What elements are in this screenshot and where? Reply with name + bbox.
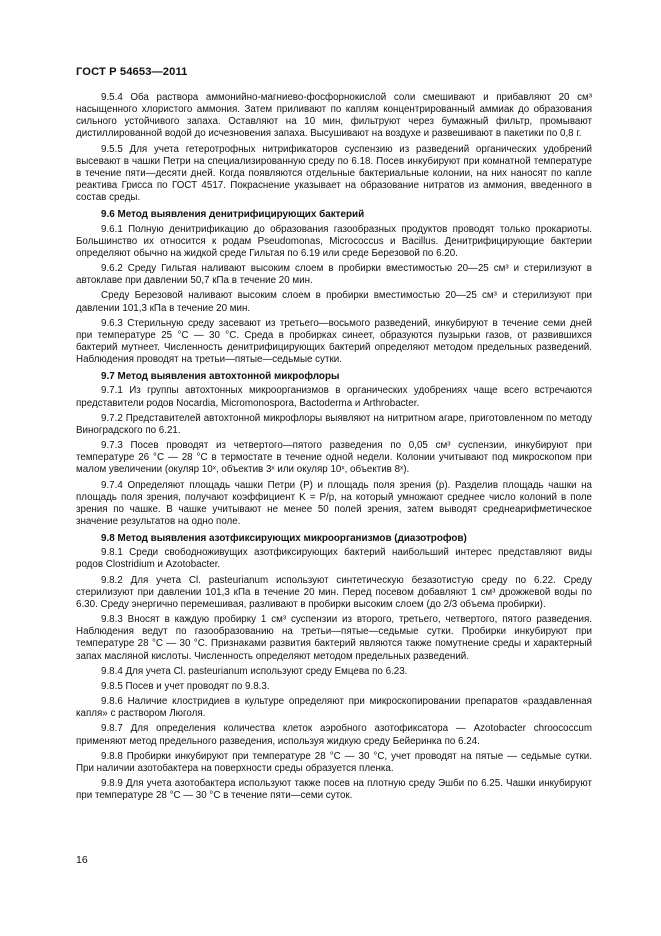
section-heading-9-7: 9.7 Метод выявления автохтонной микрофлоры — [101, 371, 340, 383]
paragraph-9-8-3: 9.8.3 Вносят в каждую пробирку 1 см³ суспензии из второго, третьего, четвертого, пятого разведения. Наблюдения ведут по газообразованию на третьи—пятые—седьмые сутки. Пробирки инкубируют при температуре 28 °С — 30 °С. Признаками развития бактерий являются также помутнение среды и характерный запах масляной кислоты. Численность определяют методом предельных разведений. — [76, 614, 592, 662]
paragraph-9-7-1: 9.7.1 Из группы автохтонных микроорганизмов в органических удобрениях чаще всего встречаются представители родов Nocardia, Micromonospora, Bactoderma и Arthrobacter. — [76, 385, 592, 409]
section-heading-9-8: 9.8 Метод выявления азотфиксирующих микроорганизмов (диазотрофов) — [101, 533, 467, 545]
paragraph-9-8-2: 9.8.2 Для учета Cl. pasteurianum используют синтетическую безазотистую среду по 6.22. Среду стерилизуют при давлении 101,3 кПа в течение 20 мин. Перед посевом добавляют 1 см³ дрожжевой воды по 6.30. Среду энергично перемешивая, разливают в пробирки высоким слоем (до 2/3 объема пробирки). — [76, 574, 592, 610]
paragraph-9-6-3: 9.6.3 Стерильную среду засевают из третьего—восьмого разведений, инкубируют в течение семи дней при температуре 25 °С — 30 °С. Среда в пробирках синеет, образуются пузырьки газов, от развившихся бактерий мутнеет. Численность денитрифицирующих бактерий определяют методом предельных разведений. Наблюдения проводят на третьи—пятые—седьмые сутки. — [76, 317, 592, 366]
paragraph-9-7-4: 9.7.4 Определяют площадь чашки Петри (P) и площадь поля зрения (p). Разделив площадь чашки на площадь поля зрения, получают коэффициент K = P/p, на который умножают среднее число колоний в поле зрения по чашке. В чашке учитывают не менее 50 полей зрения, затем выводят среднеарифметическое значение результатов на одно поле. — [76, 479, 592, 527]
paragraph-9-8-7: 9.8.7 Для определения количества клеток аэробного азотофиксатора — Azotobacter chroococcum применяют метод предельного разведения, используя жидкую среду Бейеринка по 6.24. — [76, 723, 592, 747]
paragraph-9-8-6: 9.8.6 Наличие клостридиев в культуре определяют при микроскопировании препаратов «раздавленная капля» с раствором Люголя. — [76, 696, 592, 720]
paragraph-9-8-1: 9.8.1 Среди свободноживущих азотфиксирующих бактерий наибольший интерес представляют виды родов Clostridium и Azotobacter. — [76, 547, 592, 571]
document-body — [76, 92, 592, 802]
paragraph-9-7-3: 9.7.3 Посев проводят из четвертого—пятого разведения по 0,05 см³ суспензии, инкубируют при температуре 26 °С — 28 °С в термостате в течение одной недели. Колонии учитывают под микроскопом при малом увеличении (окуляр 10ˣ, объектив 3ˣ или окуляр 10ˣ, объектив 8ˣ). — [76, 440, 592, 476]
paragraph-9-7-2: 9.7.2 Представителей автохтонной микрофлоры выявляют на нитритном агаре, приготовленном по методу Виноградского по 6.21. — [76, 412, 592, 436]
paragraph-berezova-medium: Среду Березовой наливают высоким слоем в пробирки вместимостью 20—25 см³ и стерилизуют при давлении 101,3 кПа в течение 20 мин. — [76, 290, 592, 314]
paragraph-9-8-9: 9.8.9 Для учета азотобактера используют также посев на плотную среду Эшби по 6.25. Чашки инкубируют при температуре 28 °С — 30 °С в течение пяти—семи суток. — [76, 777, 592, 802]
document-header: ГОСТ Р 54653—2011 — [76, 66, 188, 78]
paragraph-9-8-4: 9.8.4 Для учета Cl. pasteurianum используют среду Емцева по 6.23. — [101, 665, 408, 677]
paragraph-9-5-5: 9.5.5 Для учета гетеротрофных нитрификаторов суспензию из разведений органических удобрений высевают в чашки Петри на специализированную среду по 6.18. Посев инкубируют при комнатной температуре в течение пяти—десяти дней. Когда появляются отдельные бактериальные колонии, на них наносят по капле реактива Грисса по ГОСТ 4517. Покраснение указывает на образование нитратов из аммония, введенного в состав среды. — [76, 143, 592, 204]
paragraph-9-6-1: 9.6.1 Полную денитрификацию до образования газообразных продуктов проводят только прокариоты. Большинство их относится к родам Pseudomonas, Micrococcus и Bacillus. Денитрифицирующие бактерии определяют обычно на жидкой среде Гильтая по 6.19 или среде Березовой по 6.20. — [76, 223, 592, 259]
section-heading-9-6: 9.6 Метод выявления денитрифицирующих бактерий — [101, 209, 365, 221]
paragraph-9-6-2: 9.6.2 Среду Гильтая наливают высоким слоем в пробирки вместимостью 20—25 см³ и стерилизуют в автоклаве при давлении 50,7 кПа в течение 20 мин. — [76, 263, 592, 287]
paragraph-9-5-4: 9.5.4 Оба раствора аммонийно-магниево-фосфорнокислой соли смешивают и прибавляют 20 см³ насыщенного хлористого аммония. Затем приливают по каплям концентрированный аммиак до образования сильного устойчивого запаха. Оставляют на 10 мин, фильтруют через бумажный фильтр, промывают дистиллированной водой до исчезновения запаха. Высушивают на воздухе и развешивают в пакетики по 0,8 г. — [76, 92, 592, 140]
paragraph-9-8-5: 9.8.5 Посев и учет проводят по 9.8.3. — [101, 680, 270, 692]
page-number: 16 — [76, 854, 88, 866]
paragraph-9-8-8: 9.8.8 Пробирки инкубируют при температуре 28 °С — 30 °С, учет проводят на пятые — седьмые сутки. При наличии азотобактера на поверхности среды образуется пленка. — [76, 750, 592, 774]
